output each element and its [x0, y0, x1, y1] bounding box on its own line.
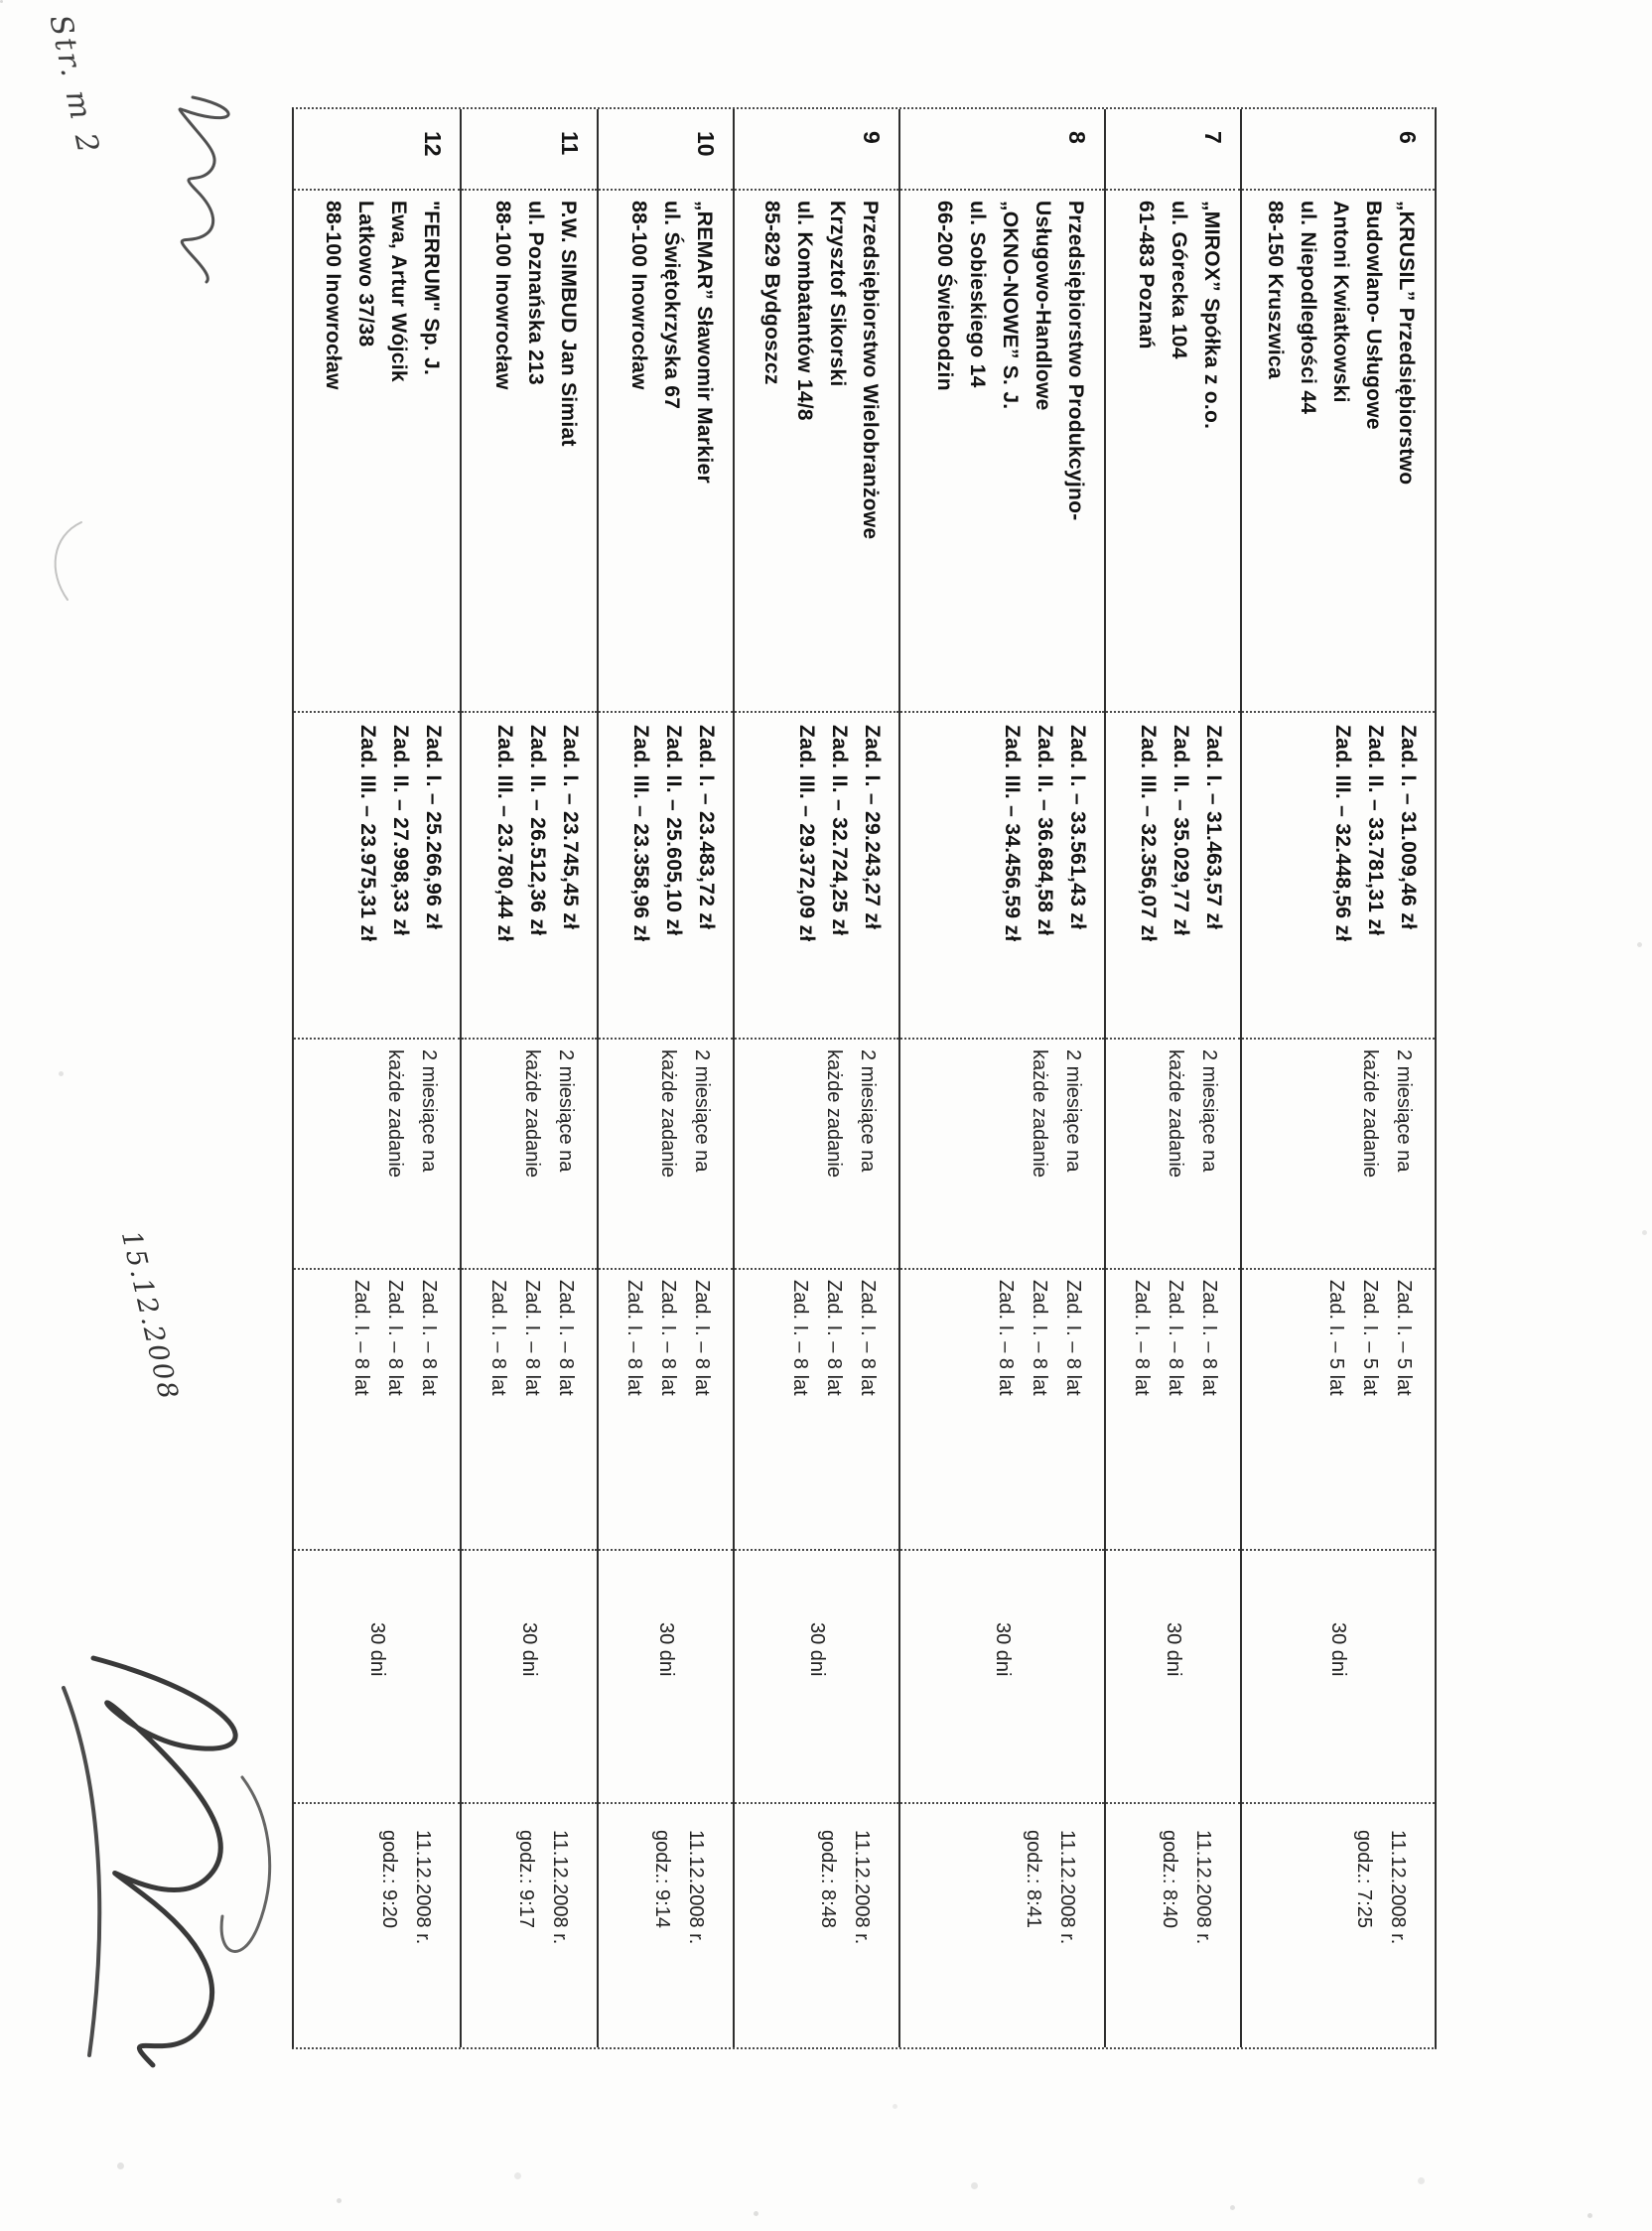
submission-date-cell — [735, 1804, 898, 2047]
table-row — [460, 109, 597, 2047]
text-line: Zad. I. – 25.266,96 zł — [422, 725, 445, 930]
text-line: Zad. I. – 8 lat — [691, 1280, 713, 1396]
text-line: Zad. I. – 23.745,45 zł — [559, 725, 582, 930]
submission-date-cell — [294, 1804, 460, 2047]
text-line: Krzysztof Sikorski — [826, 201, 849, 387]
row-number-cell: 11 — [462, 109, 597, 191]
text-line: ul. Niepodległości 44 — [1297, 201, 1319, 415]
text-line: ul. Kombatantów 14/8 — [793, 201, 816, 421]
text-line: Zad. I. – 8 lat — [1029, 1280, 1050, 1396]
handwritten-date: 15.12.2008 — [114, 1227, 185, 1404]
text-line: każde zadanie — [521, 1049, 543, 1178]
text-line: Zad. I. – 29.243,27 zł — [861, 725, 884, 930]
signature-scribble — [24, 1628, 302, 2105]
completion-period-cell — [462, 1040, 597, 1270]
text-line: Budowlano- Usługowe — [1362, 201, 1385, 430]
row-number-cell: 6 — [1242, 109, 1435, 191]
completion-period-cell — [1242, 1040, 1435, 1270]
text-line: ul. Górecka 104 — [1168, 201, 1190, 359]
row-number-cell: 8 — [900, 109, 1104, 191]
payment-term-cell — [462, 1551, 597, 1804]
text-line: 11.12.2008 r. — [1387, 1830, 1409, 1945]
text-line: Zad. I. – 8 lat — [857, 1280, 879, 1396]
contractor-cell — [462, 191, 597, 713]
table-row — [597, 109, 733, 2047]
payment-term-text: 30 dni — [992, 1622, 1014, 1677]
warranty-cell — [599, 1270, 733, 1551]
task-prices-cell — [462, 713, 597, 1040]
text-line: każde zadanie — [1029, 1049, 1050, 1178]
text-line: Zad. III. – 32.356,07 zł — [1137, 725, 1160, 942]
payment-term-text: 30 dni — [1327, 1622, 1350, 1677]
text-line: Zad. I. – 5 lat — [1393, 1280, 1415, 1396]
text-line: Latkowo 37/38 — [354, 201, 377, 348]
text-line: 88-150 Kruszwica — [1264, 201, 1287, 379]
text-line: ul. Poznańska 213 — [524, 201, 547, 386]
completion-period-cell — [1106, 1040, 1240, 1270]
text-line: 2 miesiące na — [555, 1049, 577, 1173]
row-number-cell: 10 — [599, 109, 733, 191]
warranty-cell — [735, 1270, 898, 1551]
text-line: 2 miesiące na — [418, 1049, 440, 1173]
text-line: 61-483 Poznań — [1135, 201, 1158, 349]
text-line: każde zadanie — [657, 1049, 679, 1178]
text-line: Zad. II. – 25.605,10 zł — [662, 725, 685, 936]
text-line: Zad. I. – 8 lat — [1165, 1280, 1186, 1396]
text-line: Zad. I. – 8 lat — [1062, 1280, 1084, 1396]
payment-term-cell — [1106, 1551, 1240, 1804]
row-number-cell: 7 — [1106, 109, 1240, 191]
text-line: 2 miesiące na — [857, 1049, 879, 1173]
payment-term-cell — [900, 1551, 1104, 1804]
payment-term-text: 30 dni — [518, 1622, 541, 1677]
text-line: Ewa, Artur Wójcik — [387, 201, 410, 382]
text-line: "FERRUM" Sp. J. — [420, 201, 443, 376]
text-line: 66-200 Świebodzin — [933, 201, 956, 391]
text-line: każde zadanie — [1359, 1049, 1381, 1178]
text-line: każde zadanie — [384, 1049, 406, 1178]
text-line: godz.: 7:25 — [1353, 1830, 1375, 1928]
text-line: Zad. I. – 5 lat — [1359, 1280, 1381, 1396]
text-line: 85-829 Bydgoszcz — [760, 201, 783, 385]
warranty-cell — [462, 1270, 597, 1551]
text-line: każde zadanie — [1165, 1049, 1186, 1178]
text-line: Zad. III. – 23.975,31 zł — [356, 725, 379, 942]
text-line: Zad. II. – 36.684,58 zł — [1033, 725, 1056, 936]
text-line: godz.: 8:40 — [1159, 1830, 1180, 1928]
text-line: Zad. I. – 23.483,72 zł — [695, 725, 718, 930]
text-line: Zad. I. – 33.561,43 zł — [1066, 725, 1089, 930]
text-line: Zad. I. – 8 lat — [555, 1280, 577, 1396]
payment-term-cell — [1242, 1551, 1435, 1804]
text-line: godz.: 9:17 — [515, 1830, 537, 1928]
text-line: 2 miesiące na — [1393, 1049, 1415, 1173]
faint-pen-mark — [42, 516, 91, 606]
text-line: Usługowo-Handlowe — [1032, 201, 1054, 411]
text-line: Zad. III. – 23.358,96 zł — [629, 725, 652, 942]
task-prices-cell — [1106, 713, 1240, 1040]
text-line: 11.12.2008 r. — [1192, 1830, 1214, 1945]
text-line: Zad. I. – 8 lat — [623, 1280, 645, 1396]
row-number-cell: 9 — [735, 109, 898, 191]
text-line: 2 miesiące na — [1198, 1049, 1220, 1173]
table-row — [898, 109, 1104, 2047]
text-line: Zad. I. – 8 lat — [995, 1280, 1017, 1396]
task-prices-cell — [599, 713, 733, 1040]
scan-noise — [0, 0, 3, 3]
completion-period-cell — [599, 1040, 733, 1270]
handwritten-page-note: Str. m 2 — [42, 11, 106, 159]
text-line: Zad. I. – 8 lat — [521, 1280, 543, 1396]
text-line: 11.12.2008 r. — [1056, 1830, 1078, 1945]
text-line: Zad. I. – 8 lat — [1198, 1280, 1220, 1396]
warranty-cell — [1106, 1270, 1240, 1551]
text-line: każde zadanie — [823, 1049, 845, 1178]
text-line: Zad. I. – 8 lat — [418, 1280, 440, 1396]
table-row — [294, 109, 460, 2047]
text-line: Zad. I. – 31.009,46 zł — [1397, 725, 1420, 930]
payment-term-cell — [599, 1551, 733, 1804]
task-prices-cell — [1242, 713, 1435, 1040]
warranty-cell — [900, 1270, 1104, 1551]
text-line: Zad. III. – 29.372,09 zł — [795, 725, 818, 942]
text-line: ul. Sobieskiego 14 — [966, 201, 989, 388]
text-line: Zad. III. – 32.448,56 zł — [1331, 725, 1354, 942]
text-line: Zad. I. – 8 lat — [487, 1280, 509, 1396]
text-line: 88-100 Inowrocław — [491, 201, 514, 390]
contractor-cell — [599, 191, 733, 713]
text-line: Zad. III. – 23.780,44 zł — [493, 725, 516, 942]
row-number-cell: 12 — [294, 109, 460, 191]
table-row — [733, 109, 898, 2047]
completion-period-cell — [294, 1040, 460, 1270]
text-line: 2 miesiące na — [1062, 1049, 1084, 1173]
submission-date-cell — [900, 1804, 1104, 2047]
payment-term-text: 30 dni — [806, 1622, 828, 1677]
text-line: Zad. II. – 35.029,77 zł — [1170, 725, 1192, 936]
text-line: Zad. I. – 8 lat — [657, 1280, 679, 1396]
text-line: 11.12.2008 r. — [851, 1830, 873, 1945]
task-prices-cell — [294, 713, 460, 1040]
completion-period-cell — [900, 1040, 1104, 1270]
warranty-cell — [294, 1270, 460, 1551]
text-line: „KRUSIL” Przedsiębiorstwo — [1395, 201, 1418, 486]
text-line: Zad. I. – 8 lat — [1131, 1280, 1153, 1396]
text-line: godz.: 9:14 — [651, 1830, 673, 1928]
text-line: 11.12.2008 r. — [549, 1830, 571, 1945]
text-line: Zad. I. – 8 lat — [823, 1280, 845, 1396]
text-line: godz.: 8:48 — [817, 1830, 839, 1928]
contractor-cell — [735, 191, 898, 713]
text-line: 2 miesiące na — [691, 1049, 713, 1173]
offers-table — [292, 107, 1437, 2049]
text-line: Zad. II. – 27.998,33 zł — [389, 725, 412, 936]
contractor-cell — [1106, 191, 1240, 713]
warranty-cell — [1242, 1270, 1435, 1551]
text-line: „OKNO-NOWE” S. J. — [999, 201, 1022, 410]
completion-period-cell — [735, 1040, 898, 1270]
text-line: 11.12.2008 r. — [412, 1830, 434, 1945]
contractor-cell — [900, 191, 1104, 713]
text-line: Zad. I. – 31.463,57 zł — [1202, 725, 1225, 930]
table-row — [1240, 109, 1435, 2047]
text-line: ul. Świętokrzyska 67 — [660, 201, 683, 410]
text-line: godz.: 8:41 — [1023, 1830, 1044, 1928]
payment-term-text: 30 dni — [655, 1622, 677, 1677]
text-line: Zad. II. – 26.512,36 zł — [526, 725, 549, 936]
text-line: Zad. I. – 8 lat — [384, 1280, 406, 1396]
payment-term-cell — [735, 1551, 898, 1804]
contractor-cell — [294, 191, 460, 713]
text-line: Zad. I. – 5 lat — [1325, 1280, 1347, 1396]
submission-date-cell — [1242, 1804, 1435, 2047]
text-line: Przedsiębiorstwo Produkcyjno- — [1064, 201, 1087, 521]
task-prices-cell — [735, 713, 898, 1040]
task-prices-cell — [900, 713, 1104, 1040]
text-line: Zad. II. – 32.724,25 zł — [828, 725, 851, 936]
submission-date-cell — [599, 1804, 733, 2047]
text-line: „REMAR” Sławomir Markier — [693, 201, 716, 484]
submission-date-cell — [462, 1804, 597, 2047]
table-row — [1104, 109, 1240, 2047]
text-line: „MIROX” Spółka z o.o. — [1200, 201, 1223, 430]
payment-term-cell — [294, 1551, 460, 1804]
text-line: 88-100 Inowrocław — [322, 201, 344, 390]
text-line: Zad. I. – 8 lat — [350, 1280, 372, 1396]
handwritten-initials-scribble — [153, 87, 262, 286]
text-line: Zad. II. – 33.781,31 zł — [1364, 725, 1387, 936]
text-line: 88-100 Inowrocław — [627, 201, 650, 390]
text-line: Antoni Kwiatkowski — [1329, 201, 1352, 403]
text-line: 11.12.2008 r. — [685, 1830, 707, 1945]
text-line: Przedsiębiorstwo Wielobranżowe — [859, 201, 882, 540]
text-line: P.W. SIMBUD Jan Simiat — [557, 201, 580, 447]
payment-term-text: 30 dni — [1163, 1622, 1184, 1677]
text-line: Zad. III. – 34.456,59 zł — [1001, 725, 1024, 942]
text-line: godz.: 9:20 — [378, 1830, 400, 1928]
contractor-cell — [1242, 191, 1435, 713]
text-line: Zad. I. – 8 lat — [789, 1280, 811, 1396]
payment-term-text: 30 dni — [366, 1622, 388, 1677]
submission-date-cell — [1106, 1804, 1240, 2047]
